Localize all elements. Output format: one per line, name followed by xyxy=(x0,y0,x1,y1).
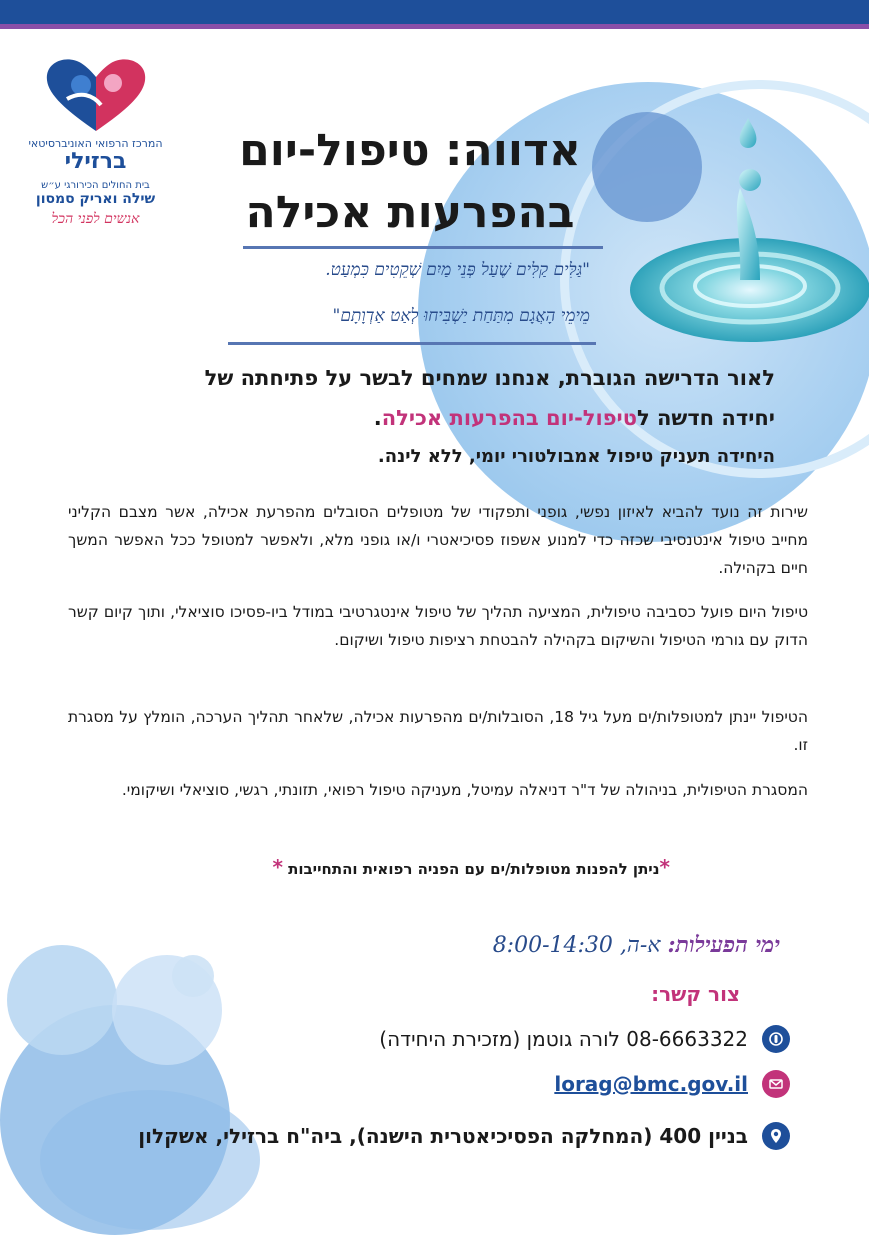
logo-donors: שילה ואריק סמסון xyxy=(35,191,156,207)
top-banner xyxy=(0,0,869,24)
contact-title: צור קשר: xyxy=(651,982,740,1006)
note-star: * xyxy=(659,855,670,879)
water-drop-illustration xyxy=(628,118,869,353)
lead-highlight: טיפול-יום בהפרעות אכילה xyxy=(381,406,637,430)
title-divider xyxy=(243,246,603,249)
envelope-icon xyxy=(762,1070,790,1098)
phone-icon xyxy=(762,1025,790,1053)
decorative-circle-bottom xyxy=(7,945,117,1055)
logo-name: ברזילי xyxy=(64,149,127,174)
barzilai-logo xyxy=(8,55,183,245)
contact-address: בניין 400 (המחלקה הפסיכיאטרית הישנה), ביה"ח ברזילי, אשקלון xyxy=(138,1124,748,1148)
logo-hospital: בית החולים הכירורגי ע״ש xyxy=(41,180,150,191)
top-banner-accent xyxy=(0,24,869,29)
decorative-circle-bottom xyxy=(172,955,214,997)
contact-email-row xyxy=(300,1070,790,1098)
contact-phone-row xyxy=(300,1025,790,1053)
lead-line-3: היחידה תעניק טיפול אמבולטורי יומי, ללא לינה. xyxy=(377,446,775,467)
title-line-2: בהפרעות אכילה xyxy=(245,187,575,238)
contact-address-row xyxy=(90,1122,790,1150)
lead-line-2-end: . xyxy=(373,406,382,430)
heart-puzzle-logo-icon xyxy=(41,55,151,133)
contact-phone[interactable]: 08-6663322 לורה גוטמן (מזכירת היחידה) xyxy=(379,1027,748,1051)
paragraph-eligibility: הטיפול יינתן למטופלות/ים מעל גיל 18, הסובלות/ים מהפרעות אכילה, שלאחר תהליך הערכה, הומלץ על מסגרת זו. xyxy=(68,708,808,754)
hours-label: ימי הפעילות: xyxy=(667,932,780,958)
paragraph-purpose: שירות זה נועד להביא לאיזון נפשי, גופני ותפקודי של מטופלים הסובלים מהפרעת אכילה, אשר מצבם הקליני מחייב טיפול אינטנסיבי שכזה כדי למנוע אשפוז פסיכיאטרי ו/או גופני מלא, ולאפשר למטופל ככל האפשר המשך חיים בקהילה. xyxy=(68,503,808,577)
contact-email-link[interactable]: lorag@bmc.gov.il xyxy=(554,1072,748,1096)
location-pin-icon xyxy=(762,1122,790,1150)
referral-note xyxy=(200,855,670,879)
page-title xyxy=(210,120,610,244)
quote-divider xyxy=(228,342,596,345)
hours-value: א-ה, 8:00-14:30 xyxy=(492,933,661,958)
title-line-1: אדווה: טיפול-יום xyxy=(239,125,581,176)
note-text: ניתן להפנות מטופלות/ים עם הפניה רפואית והתחייבות xyxy=(288,860,660,878)
note-star-end: * xyxy=(272,855,283,879)
logo-subtitle: המרכז הרפואי האוניברסיטאי xyxy=(28,137,163,150)
poem-quote-line-2: מֵימֵי הָאֲגָם מִתַּחַת יַשְׁבִּיחוּ לְאַט אַדְוָתָם" xyxy=(332,306,590,326)
operating-hours xyxy=(420,932,780,958)
lead-line-2 xyxy=(60,406,775,430)
paragraph-method: טיפול היום פועל כסביבה טיפולית, המציעה תהליך של טיפול אינטגרטיבי במודל ביו-פסיכו סוציאלי, ותוך קיום קשר הדוק עם גורמי הטיפול והשיקום בקהילה להבטחת רציפות טיפול ושיקום. xyxy=(68,603,808,649)
lead-line-1: לאור הדרישה הגוברת, אנחנו שמחים לבשר על פתיחתה של xyxy=(204,366,775,390)
poem-quote-line-1: "גַּלִּים קַלִּים שֶׁעַל פְּנֵי מַיִם שְׁקֵטִים כִּמְעַט. xyxy=(325,260,590,280)
lead-line-2-start: יחידה חדשה ל xyxy=(636,406,775,430)
paragraph-management: המסגרת הטיפולית, בניהולה של ד"ר דניאלה עמיטל, מעניקה טיפול רפואי, תזונתי, רגשי, סוציאלי ושיקומי. xyxy=(121,781,808,799)
logo-slogan: אנשים לפני הכל xyxy=(51,211,140,227)
